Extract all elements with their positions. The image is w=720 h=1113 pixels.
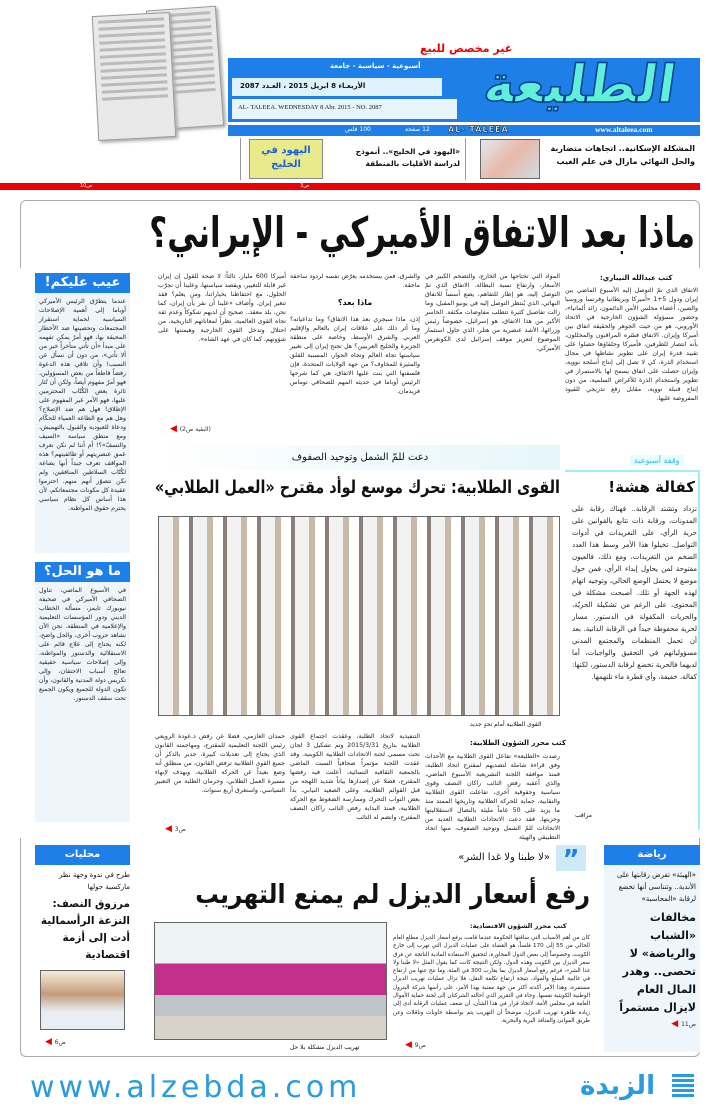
- diesel-quote: «لا طبنا ولا غدا الشر»: [458, 852, 550, 863]
- page-count: 12 صفحة: [405, 126, 430, 133]
- students-caption: القوى الطلابية أمام تحدٍ جديد: [470, 721, 542, 728]
- archive-thumbnail: [92, 12, 176, 141]
- diesel-page-ref[interactable]: ص9 ◀: [405, 1040, 426, 1050]
- locals-headline[interactable]: مرزوق النصف: النزعة الرأسمالية أدت إلى أزمة اقتصادية: [40, 898, 130, 961]
- sidebar-title-shame: عيب عليكم!: [35, 273, 130, 293]
- diesel-byline: كتب محرر الشؤون الاقتصادية:: [470, 922, 567, 930]
- sidebar-title-solution: ما هو الحل؟: [35, 562, 130, 582]
- lead-byline: كتب عبدالله النيباري:: [600, 274, 673, 282]
- locals-speaker-photo: [40, 970, 125, 1030]
- students-column: حمدان العازمي، فضلا عن رفض د.عودة الرويعي رئيس اللجنة التعليمية للمقترح، ومهاجمته القانون الذي يحتاج إلى تعديلات كبيرة، جدير بالذكر أن جميع القوى الطلابية ترفض القانون، من منطلق أنه وضع بعيداً عن الحركة الطلابية، ويهدف لإنهاء مسيرة العمل الطلابي، وحرمان الطلبة من التعبير السياسي. واستغرق أربع سنوات.: [155, 733, 285, 794]
- teaser-jews[interactable]: «اليهود في الخليج».. أنموذج لدراسة الأقليات بالمنطقة: [355, 147, 460, 168]
- diesel-headline: [195, 876, 590, 914]
- diesel-caption: تهريب الديزل مشكلة بلا حل: [290, 1044, 360, 1051]
- issue-date-ar: الأربعـاء 8 ابريل 2015 ، العـدد 2087: [240, 82, 366, 90]
- lead-column: أميركا 600 مليار. ثالثاً: لا صحة للقول إن إيران غير قابلة للتغيير، ويقصد سياستها، وعلينا أن نجرّب الحلول، مع احتفاظنا بخياراتنا، ومن يعلم؟ فقد تتغير إيران. وأضاف «علينا أن نقر بأن إيران، كما نحن، بلد معقد.. صحيح أن لديهم شكوكاً وعدم ثقة تجاه القوى العالمية، نظراً لمعاناتهم التاريخية، من احتلال وتدخل القوى الخارجية وهيمنتها على شؤونهم، كما كان في عهد الشاه».: [158, 273, 286, 343]
- weekly-title: كفالة هشة!: [608, 478, 695, 496]
- sports-page-ref[interactable]: ص11 ◀: [608, 1019, 696, 1029]
- red-divider: [0, 183, 700, 190]
- teaser-housing[interactable]: المشكلة الإسكانية.. اتجاهات متضاربة والحل النهائي مازال في علم الغيب: [550, 144, 695, 166]
- teaser-jews-page[interactable]: ص10: [80, 183, 93, 189]
- lead-column: والشرق، فمن يستخدمه يعرّض نفسه لردود ساحقة ماحقة.: [290, 273, 420, 289]
- website-link[interactable]: www.altaleea.com: [595, 125, 653, 134]
- lead-column: الاتفاق الذي تمّ التوصل إليه الأسبوع الماضي بين إيران ودول 5+1 «أميركا وبريطانيا وفرنسا وروسيا والصين، أعضاء مجلس الأمن الدائمون، زائد ألمانيا»، وحضور مسؤولة الشؤون الخارجية في الاتحاد الأوروبي، هو من حيث الجوهر والحقيقة اتفاق بين أميركا وإيران. الاتفاق فسّره المراقبون والمحللون، بأنه انتصار للطرفين، فأميركا وحلفاؤها حصلوا على تقييد قدرة إيران على تطوير نشاطها في مجال استخدام الذرة، كي لا تصل إلى إنتاج أسلحة نووية، وإيران حصلت على اتفاق يسمح لها بالاستمرار في تطوير واستخدام الذرة للأغراض السلمية، من دون إنتاج قنبلة نووية، مقابل رفع تدريجي للقيود المفروضة عليها.: [565, 287, 699, 402]
- students-column: رصدت «الطليعة» تفاعل القوى الطلابية مع الأحداث وفق قراءة شاملة لتصديهم لمقترح اتحاد الطلبة، فمنذ موافقة اللجنة التشريعية الأسبوع الماضي، والذي أعقبه رفض النائب راكان النصف وقوى سياسية وحقوقية أخرى، تفاعلت القوى الطلابية والنقابية، حماية للحركة الطلابية وتاريخها الممتد منذ ما يزيد على 50 عاماً مليئة بالنضال لاستقلاليتها وحريتها. فقد دعت الاتحادات الطلابية العديد من الاتحادات للمّ الشمل وتوحيد الصفوف، منها اتحاد التطبيقي والهيئة: [425, 753, 560, 841]
- students-photo: [158, 516, 560, 716]
- teaser-housing-page[interactable]: ص3: [300, 183, 310, 189]
- lead-headline-text: ماذا بعد الاتفاق الأميركي - الإيراني؟: [149, 208, 695, 257]
- logo-en: AL- TALEEA: [448, 125, 509, 134]
- not-for-sale-label: غير مخصص للبيع: [420, 42, 513, 55]
- logo: الطليعة: [480, 55, 680, 115]
- locals-label: محليات: [35, 845, 130, 865]
- weekly-text: تزداد وتشتد الرقابة.. فهناك رقابة على المدونات، ورقابة ذات تتابع بالقوانين على حرية الرأي، على التغريدات في أدوات التواصل. تخيلوا هذا الأمر وسط هذا العدد الضخم من التغريدات، ومع ذلك، فالعيون مفتوحة لمن يحاول إبداء الرأي، فمن حول موضع لا يحتمل الوضع الحالي، وتوجيه اتهام لهذه الجهة أو تلك. أصبحت مشكلة في المحتوى، على الرغم من تشكيلة الحريّة، والحريات المكفولة في الدستور. مسار لحرية محفوظة جيداً في الرقابة الذاتية. بعد أن تحمل المنظمات والمجتمع المدني مسؤولياتهم في التحقيق والواجبات، أما لديهما فالحرية تخضع لرقابة الدستور، لكنها: كفالة، خفيفة، وأي قطرة ماء تلتهمها.: [572, 505, 697, 681]
- locals-intro: طرح في ندوة وجهة نظر ماركسية حولها: [59, 871, 130, 891]
- footer-logo-icon: [672, 1074, 694, 1098]
- diesel-headline-text: رفع أسعار الديزل لم يمنع التهريب: [195, 880, 591, 910]
- sports-headline[interactable]: مخالفات «الشباب والرياضة» لا تحصى.. وهدر المال العام لايزال مستمراً: [619, 911, 696, 1014]
- students-kicker: دعت للمّ الشمل وتوحيد الصفوف: [291, 452, 429, 463]
- lead-headline: [150, 207, 695, 259]
- students-headline-text: القوى الطلابية: تحرك موسع لوأد مقترح «العمل الطلابي»: [154, 478, 560, 498]
- locals-page-ref[interactable]: ص6 ◀: [45, 1037, 66, 1047]
- lead-column: المواد التي تحتاجها من الخارج، والتضخم الكبير في الأسعار، وارتفاع نسبة البطالة. الاتفاق الذي تمّ التوصل إليه، هو إطار للتفاهم، يضع أسساً للاتفاق النهائي، الذي يُنتظر التوصل إليه في يونيو المقبل، وما زالت تفاصيل كثيرة تتطلب مفاوضات مكثفة. الخاسر الأكبر من هذا الاتفاق، هو إسرائيل، خصوصاً رئيس وزرائها، الأشد عنصرية من هتلر، الذي حاول استثمار الموضوع لتعزيز موقف إسرائيل لدى الكونغرس الأميركي.: [425, 273, 560, 352]
- lead-subhead: ماذا بعد؟: [337, 298, 373, 307]
- sidebar-text-shame: عندما يتطرّق الرئيس الأميركي أوباما إلى أهمية الإصلاحات السياسية لحماية استقرار المجتمعات وتحصينها ضد الأخطار المحيقة بها، فهو أمرٌ يمكن تفهمه على مبدأ «أن تأتي متأخراً خير من ألا تأتي»، من دون أن نسأل عن السبب! وأن تلاقي هذه الدعوة رفضاً قاطعاً من بعض المسؤولين، فهو أمرٌ مفهوم أيضاً، ولكن أن تُثار ثائرة بعض الكُتّاب المحترمين عليها، فهو الأمر غير المفهوم على الإطلاق! فهل هم ضد الإصلاح؟ وهل هم مع الطاعة العمياء للحكّام ودعاة للعبودية والقبول بالتهميش، ومع منطق سياسة «السيف والتسفّ»؟! أم أننا لم نكن نعرف عمق عنصريتهم أو طائفيتهم؟ هذه المواقف تعرف جيداً أنها بضاعة لكُتّاب السلاطين المنافقين، ولم نكن نتصوّر أنهم منهم. احترموا عقيدة كل مكونات مجتمعاتكم، لأن هذا أساس كل نظام سياسي يحترم حقوق المواطنة.: [35, 293, 130, 553]
- students-headline: [155, 475, 560, 501]
- teaser-jews-image: اليهود في الخليج: [249, 139, 323, 179]
- footer-website[interactable]: www.alzebda.com: [30, 1070, 362, 1105]
- sidebar-text-solution: في الأسبوع الماضي، تناول الصحافي الأميركي في صحيفة نيويورك تايمز، مسألة الخطاب الديني ودور المؤسسات التعليمية والإعلامية في المنطقة. نحن الآن نشاهد حروب أخرى، والحل واضح، لكنه يحتاج إلى علاج قائم على الاستقلالية والدستور والمواطنة، وإلى إصلاحات سياسية حقيقية تعالج أسباب الاحتقان، وإلى تكريس دولة المدنية والقانون، وأن تكون الدولة للجميع ويكون الجميع تحت سقف الدستور.: [35, 582, 130, 822]
- lead-continued[interactable]: (البقية ص2) ◀: [170, 424, 211, 434]
- quote-icon: ”: [556, 845, 586, 871]
- footer-logo: الزبدة: [580, 1071, 655, 1101]
- weekly-signature: مراقب: [575, 812, 592, 819]
- sports-intro: «الهيئة» تفرض رقابتها على الأندية.. وتتناسى أنها تخضع لرقابة «المحاسبة»: [617, 871, 696, 903]
- students-column: التنفيذية لاتحاد الطلبة، وعقدت اجتماع القوى الطلابية بتاريخ 2015/3/31 وتم تشكيل 3 لجان تحت مسمى لجنة الاتحادات الطلابية الكويتية. وقد عقدت اللجنة مؤتمراً صحافياً السبت الماضي بالجمعية الثقافية النسائية، أعلنت فيه رفضها المقترح، فضلا عن إصدارها بياناً شديد اللهجة من قبل القوائم الطلابية. وعلى الصعيد النيابي، بدأ بعض النواب التحرك وممارسة الضغوط مع الحركة الطلابية، فمنذ البداية رفض النائب راكان النصف المقترح، وانضم له النائب: [290, 733, 420, 821]
- teaser-housing-image: [480, 139, 540, 179]
- students-page-ref[interactable]: ص3 ◀: [165, 824, 186, 834]
- lead-column: إذن، ماذا سيجري بعد هذا الاتفاق؟ وما تداعياته؟ وما أثر ذلك على علاقات إيران بالعالم والإقليم العربي والشرق الأوسط، وخاصة على منطقة الجزيرة والخليج العربيين؟ هل تجنح إيران إلى تغيير سياستها تجاه العالم وتجاه الجوار، المسببة للقلق والمثيرة للمخاوف؟ من جهة الولايات المتحدة، فإن فلسفتها التي بنت عليها الاتفاق، هي كما شرحها الرئيس أوباما في حديثه المهم للصحافي توماس فريدمان.: [290, 316, 420, 395]
- issue-date-en: AL- TALEEA. WEDNESDAY 8 Abr. 2015 - NO. 2087: [238, 104, 382, 111]
- weekly-label: وقفة أسبوعية: [630, 455, 684, 466]
- sports-label: رياضة: [604, 845, 700, 865]
- masthead-tagline: أسبوعية - سياسية - جامعة: [330, 62, 421, 70]
- students-byline: كتب محرر الشؤون الطلابية:: [470, 739, 566, 747]
- price: 100 فلس: [345, 126, 371, 133]
- diesel-text: كان من أهم الأسباب التي ساقتها الحكومة عندما قامت برفع أسعار الديزل مطلع العام الحالي من 55 إلى 170 فلساً، هو القضاء على عمليات الديزل التي تهرب إلى خارج الكويت، وخصوصاً إلى بعض الدول المجاورة، لتحقيق الاستفادة المادية الناتجة عن فرق سعر الديزل بين الكويت وهذه الدول، ولكن النتيجة كانت كما يقول المثل «لا طبنا ولا غدا الشر»، فرغم رفع أسعار الديزل بما يقارب 300 في المئة، وما نتج عنها من ارتفاع في غالبية السلع والمواد، نتيجة ارتفاع تكلفة النقل، فلا تزال عمليات تهريب الديزل مستمرة، وهذا الأمر أكدته أكثر من جهة معنية بهذا الأمر، على رأسها شركة البترول الوطنية الكويتية نفسها. وجاء في التقرير الذي أحالته الشركتان إلى لجنة حماية الأموال العامة في مجلس الأمة، لاتخاذ قرار في هذا الشأن، أن ضعف عمليات الرقابة أدى إلى زيادة ظاهرة تهريب الديزل، موضحاً أن التهريب يتم بواسطة حاويات وناقلات وعن طريق الموانئ والمنافذ البرية والبحرية.: [393, 935, 591, 1024]
- diesel-trucks-photo: [154, 922, 387, 1040]
